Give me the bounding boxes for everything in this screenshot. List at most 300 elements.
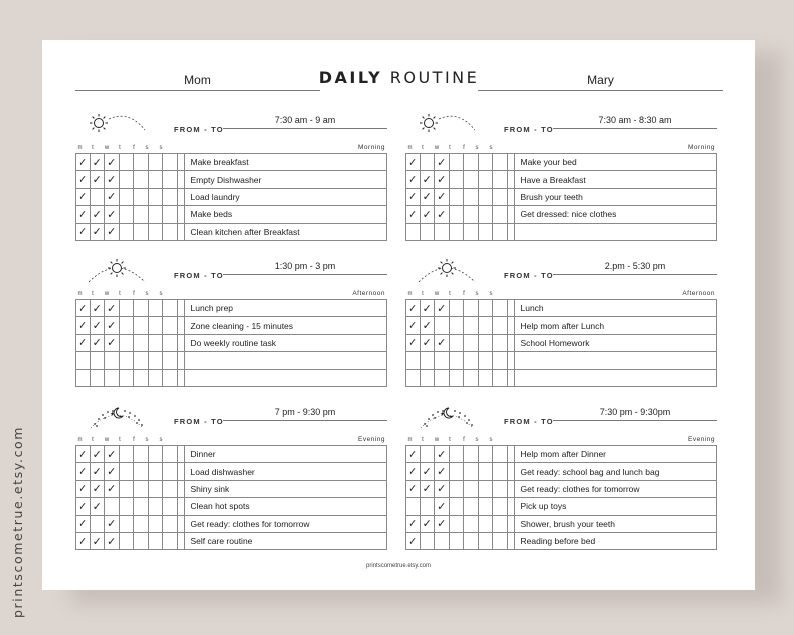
day-checkbox[interactable] — [449, 154, 464, 171]
day-checkbox[interactable] — [148, 171, 163, 188]
day-checkbox[interactable] — [449, 223, 464, 240]
day-checkbox[interactable]: ✓ — [435, 515, 450, 532]
day-checkbox[interactable]: ✓ — [435, 300, 450, 317]
day-checkbox[interactable] — [478, 463, 493, 480]
day-checkbox[interactable] — [464, 352, 479, 369]
day-checkbox[interactable] — [464, 154, 479, 171]
day-checkbox[interactable] — [163, 154, 178, 171]
sunrise-icon — [415, 112, 479, 140]
day-checkbox[interactable] — [163, 480, 178, 497]
day-checkbox[interactable] — [493, 206, 508, 223]
day-checkbox[interactable] — [134, 188, 149, 205]
task-cell[interactable]: Shower, brush your teeth — [514, 515, 717, 532]
day-checkbox[interactable]: ✓ — [105, 206, 120, 223]
task-cell[interactable]: Reading before bed — [514, 532, 717, 549]
day-checkbox[interactable]: ✓ — [76, 446, 91, 463]
day-checkbox[interactable] — [420, 369, 435, 386]
day-checkbox[interactable] — [420, 352, 435, 369]
day-checkbox[interactable] — [119, 369, 134, 386]
day-checkbox[interactable] — [134, 171, 149, 188]
day-checkbox[interactable] — [420, 446, 435, 463]
day-checkbox[interactable] — [493, 480, 508, 497]
task-cell[interactable]: Self care routine — [184, 532, 387, 549]
day-checkbox[interactable] — [464, 317, 479, 334]
day-checkbox[interactable] — [163, 300, 178, 317]
day-checkbox[interactable] — [420, 498, 435, 515]
day-checkbox[interactable]: ✓ — [76, 498, 91, 515]
task-cell[interactable]: Load dishwasher — [184, 463, 387, 480]
day-checkbox[interactable]: ✓ — [435, 334, 450, 351]
day-checkbox[interactable]: ✓ — [105, 446, 120, 463]
table-row — [406, 223, 717, 240]
day-checkbox[interactable]: ✓ — [420, 480, 435, 497]
day-checkbox[interactable] — [119, 532, 134, 549]
day-checkbox[interactable] — [493, 498, 508, 515]
day-checkbox[interactable] — [449, 515, 464, 532]
day-checkbox[interactable] — [449, 206, 464, 223]
day-checkbox[interactable] — [493, 171, 508, 188]
day-checkbox[interactable] — [449, 334, 464, 351]
task-cell[interactable] — [184, 352, 387, 369]
day-checkbox[interactable] — [478, 369, 493, 386]
day-checkbox[interactable]: ✓ — [90, 446, 105, 463]
day-checkbox[interactable]: ✓ — [76, 188, 91, 205]
time-range[interactable]: 7:30 am - 8:30 am — [553, 112, 717, 129]
day-checkbox[interactable]: ✓ — [90, 498, 105, 515]
day-checkbox[interactable] — [464, 480, 479, 497]
day-checkbox[interactable] — [435, 317, 450, 334]
day-checkbox[interactable]: ✓ — [105, 300, 120, 317]
time-range[interactable]: 7 pm - 9:30 pm — [223, 404, 387, 421]
day-checkbox[interactable] — [493, 188, 508, 205]
day-checkbox[interactable] — [119, 154, 134, 171]
day-checkbox[interactable]: ✓ — [406, 154, 421, 171]
period-label: Morning — [358, 144, 385, 151]
day-checkbox[interactable] — [464, 188, 479, 205]
day-checkbox[interactable]: ✓ — [435, 498, 450, 515]
day-checkbox[interactable]: ✓ — [105, 188, 120, 205]
day-checkbox[interactable] — [119, 188, 134, 205]
day-checkbox[interactable] — [105, 352, 120, 369]
from-to-label: FROM - TO — [504, 417, 554, 426]
day-checkbox[interactable]: ✓ — [90, 223, 105, 240]
day-checkbox[interactable] — [148, 463, 163, 480]
day-checkbox[interactable] — [464, 334, 479, 351]
day-checkbox[interactable]: ✓ — [406, 463, 421, 480]
day-checkbox[interactable] — [148, 352, 163, 369]
day-checkbox[interactable]: ✓ — [406, 532, 421, 549]
day-checkbox[interactable] — [163, 334, 178, 351]
day-checkbox[interactable]: ✓ — [420, 463, 435, 480]
day-checkbox[interactable] — [119, 498, 134, 515]
day-checkbox[interactable] — [148, 498, 163, 515]
weekday-letter: s — [145, 145, 149, 151]
day-checkbox[interactable] — [163, 171, 178, 188]
day-checkbox[interactable] — [90, 369, 105, 386]
day-checkbox[interactable] — [134, 532, 149, 549]
day-checkbox[interactable]: ✓ — [420, 300, 435, 317]
day-checkbox[interactable] — [134, 223, 149, 240]
day-checkbox[interactable]: ✓ — [105, 334, 120, 351]
day-checkbox[interactable]: ✓ — [435, 206, 450, 223]
day-checkbox[interactable]: ✓ — [90, 154, 105, 171]
day-checkbox[interactable] — [449, 188, 464, 205]
task-cell[interactable]: Make your bed — [514, 154, 717, 171]
table-row — [76, 498, 387, 515]
day-checkbox[interactable] — [449, 300, 464, 317]
day-checkbox[interactable] — [478, 171, 493, 188]
day-checkbox[interactable] — [449, 532, 464, 549]
day-checkbox[interactable]: ✓ — [76, 154, 91, 171]
day-checkbox[interactable] — [449, 317, 464, 334]
task-cell[interactable]: Load laundry — [184, 188, 387, 205]
day-checkbox[interactable] — [163, 317, 178, 334]
task-cell[interactable]: Pick up toys — [514, 498, 717, 515]
weekday-letter: m — [407, 437, 413, 443]
task-cell[interactable] — [514, 369, 717, 386]
day-checkbox[interactable]: ✓ — [90, 317, 105, 334]
day-checkbox[interactable] — [406, 223, 421, 240]
day-checkbox[interactable]: ✓ — [76, 223, 91, 240]
day-checkbox[interactable] — [478, 498, 493, 515]
day-checkbox[interactable] — [464, 369, 479, 386]
day-checkbox[interactable] — [134, 463, 149, 480]
day-checkbox[interactable] — [478, 300, 493, 317]
task-cell[interactable]: Help mom after Lunch — [514, 317, 717, 334]
day-checkbox[interactable] — [478, 223, 493, 240]
day-checkbox[interactable] — [464, 171, 479, 188]
day-checkbox[interactable] — [478, 188, 493, 205]
spacer-cell — [177, 171, 184, 188]
day-checkbox[interactable] — [464, 206, 479, 223]
day-checkbox[interactable] — [134, 300, 149, 317]
day-checkbox[interactable]: ✓ — [76, 317, 91, 334]
day-checkbox[interactable] — [406, 369, 421, 386]
day-checkbox[interactable] — [464, 223, 479, 240]
weekday-letter: t — [119, 291, 121, 297]
table-row — [76, 463, 387, 480]
moon-stars-icon — [415, 404, 479, 432]
spacer-cell — [177, 498, 184, 515]
day-checkbox[interactable]: ✓ — [420, 317, 435, 334]
day-checkbox[interactable] — [493, 317, 508, 334]
task-cell[interactable]: Make breakfast — [184, 154, 387, 171]
day-checkbox[interactable] — [134, 206, 149, 223]
day-checkbox[interactable]: ✓ — [76, 480, 91, 497]
day-checkbox[interactable] — [119, 480, 134, 497]
weekday-letter: t — [449, 291, 451, 297]
table-row — [76, 532, 387, 549]
table-row — [76, 446, 387, 463]
day-checkbox[interactable] — [478, 352, 493, 369]
time-range[interactable]: 7:30 pm - 9:30pm — [553, 404, 717, 421]
table-row — [406, 369, 717, 386]
task-cell[interactable]: Dinner — [184, 446, 387, 463]
day-checkbox[interactable] — [134, 515, 149, 532]
task-cell[interactable]: Get ready: clothes for tomorrow — [514, 480, 717, 497]
day-checkbox[interactable]: ✓ — [406, 480, 421, 497]
day-checkbox[interactable] — [148, 334, 163, 351]
spacer-cell — [507, 206, 514, 223]
day-checkbox[interactable] — [420, 154, 435, 171]
day-checkbox[interactable] — [478, 206, 493, 223]
day-checkbox[interactable]: ✓ — [435, 480, 450, 497]
watermark-text: printscometrue.etsy.com — [10, 425, 25, 618]
day-checkbox[interactable] — [148, 223, 163, 240]
day-checkbox[interactable] — [493, 515, 508, 532]
weekday-letter: s — [475, 145, 479, 151]
day-checkbox[interactable]: ✓ — [90, 300, 105, 317]
day-checkbox[interactable]: ✓ — [406, 171, 421, 188]
day-checkbox[interactable] — [148, 515, 163, 532]
day-checkbox[interactable]: ✓ — [406, 446, 421, 463]
day-checkbox[interactable] — [435, 223, 450, 240]
day-checkbox[interactable] — [406, 352, 421, 369]
day-checkbox[interactable]: ✓ — [406, 317, 421, 334]
day-checkbox[interactable] — [464, 532, 479, 549]
task-cell[interactable] — [184, 369, 387, 386]
day-checkbox[interactable]: ✓ — [420, 171, 435, 188]
day-checkbox[interactable] — [493, 352, 508, 369]
day-checkbox[interactable] — [148, 188, 163, 205]
task-cell[interactable] — [514, 223, 717, 240]
day-checkbox[interactable]: ✓ — [420, 206, 435, 223]
day-checkbox[interactable] — [119, 352, 134, 369]
day-checkbox[interactable] — [420, 223, 435, 240]
weekday-letter: s — [145, 437, 149, 443]
task-cell[interactable]: Clean hot spots — [184, 498, 387, 515]
task-cell[interactable]: Brush your teeth — [514, 188, 717, 205]
day-checkbox[interactable] — [493, 532, 508, 549]
spacer-cell — [507, 317, 514, 334]
day-checkbox[interactable] — [435, 532, 450, 549]
day-checkbox[interactable]: ✓ — [90, 206, 105, 223]
day-checkbox[interactable]: ✓ — [435, 171, 450, 188]
task-cell[interactable]: Get dressed: nice clothes — [514, 206, 717, 223]
day-checkbox[interactable]: ✓ — [76, 334, 91, 351]
day-checkbox[interactable]: ✓ — [435, 463, 450, 480]
task-cell[interactable]: Shiny sink — [184, 480, 387, 497]
day-checkbox[interactable]: ✓ — [76, 171, 91, 188]
day-checkbox[interactable]: ✓ — [90, 532, 105, 549]
day-checkbox[interactable] — [148, 154, 163, 171]
day-checkbox[interactable] — [119, 317, 134, 334]
day-checkbox[interactable] — [493, 446, 508, 463]
day-checkbox[interactable]: ✓ — [435, 188, 450, 205]
day-checkbox[interactable] — [449, 446, 464, 463]
day-checkbox[interactable] — [148, 317, 163, 334]
day-checkbox[interactable]: ✓ — [420, 188, 435, 205]
day-checkbox[interactable] — [406, 498, 421, 515]
day-checkbox[interactable] — [148, 300, 163, 317]
day-checkbox[interactable] — [148, 206, 163, 223]
day-checkbox[interactable] — [134, 352, 149, 369]
day-checkbox[interactable] — [493, 154, 508, 171]
day-checkbox[interactable]: ✓ — [420, 515, 435, 532]
day-checkbox[interactable] — [420, 532, 435, 549]
weekday-letter: s — [489, 291, 493, 297]
spacer-cell — [507, 446, 514, 463]
day-checkbox[interactable] — [163, 369, 178, 386]
task-cell[interactable]: Lunch prep — [184, 300, 387, 317]
day-checkbox[interactable] — [478, 446, 493, 463]
day-checkbox[interactable]: ✓ — [406, 206, 421, 223]
time-range[interactable]: 2.pm - 5:30 pm — [553, 258, 717, 275]
day-checkbox[interactable] — [134, 498, 149, 515]
day-checkbox[interactable]: ✓ — [76, 300, 91, 317]
day-checkbox[interactable] — [464, 515, 479, 532]
day-checkbox[interactable] — [148, 480, 163, 497]
day-checkbox[interactable] — [435, 352, 450, 369]
task-cell[interactable]: Help mom after Dinner — [514, 446, 717, 463]
day-checkbox[interactable] — [464, 463, 479, 480]
day-checkbox[interactable]: ✓ — [105, 223, 120, 240]
day-checkbox[interactable] — [148, 532, 163, 549]
day-checkbox[interactable] — [163, 352, 178, 369]
task-cell[interactable]: Empty Dishwasher — [184, 171, 387, 188]
spacer-cell — [177, 463, 184, 480]
day-checkbox[interactable]: ✓ — [90, 463, 105, 480]
day-checkbox[interactable]: ✓ — [105, 171, 120, 188]
day-checkbox[interactable] — [464, 498, 479, 515]
day-checkbox[interactable] — [493, 223, 508, 240]
day-checkbox[interactable]: ✓ — [406, 334, 421, 351]
day-checkbox[interactable] — [464, 446, 479, 463]
weekday-letter: m — [77, 437, 83, 443]
spacer-cell — [177, 317, 184, 334]
day-checkbox[interactable] — [134, 369, 149, 386]
day-checkbox[interactable]: ✓ — [406, 515, 421, 532]
day-checkbox[interactable]: ✓ — [90, 480, 105, 497]
task-cell[interactable]: Get ready: clothes for tomorrow — [184, 515, 387, 532]
day-checkbox[interactable] — [90, 188, 105, 205]
day-checkbox[interactable] — [449, 369, 464, 386]
spacer-cell — [177, 369, 184, 386]
day-checkbox[interactable] — [119, 515, 134, 532]
task-cell[interactable]: Have a Breakfast — [514, 171, 717, 188]
task-cell[interactable]: Zone cleaning - 15 minutes — [184, 317, 387, 334]
day-checkbox[interactable] — [163, 206, 178, 223]
task-cell[interactable]: Do weekly routine task — [184, 334, 387, 351]
day-checkbox[interactable] — [493, 334, 508, 351]
task-cell[interactable]: Make beds — [184, 206, 387, 223]
day-checkbox[interactable] — [478, 515, 493, 532]
day-checkbox[interactable]: ✓ — [435, 154, 450, 171]
task-cell[interactable]: Lunch — [514, 300, 717, 317]
day-checkbox[interactable] — [134, 446, 149, 463]
day-checkbox[interactable]: ✓ — [76, 463, 91, 480]
planner-sheet — [42, 40, 755, 590]
task-cell[interactable]: Get ready: school bag and lunch bag — [514, 463, 717, 480]
day-checkbox[interactable] — [493, 300, 508, 317]
day-checkbox[interactable] — [119, 171, 134, 188]
day-checkbox[interactable] — [148, 446, 163, 463]
day-checkbox[interactable]: ✓ — [90, 334, 105, 351]
weekday-letter: t — [422, 437, 424, 443]
day-checkbox[interactable]: ✓ — [105, 515, 120, 532]
day-checkbox[interactable] — [119, 334, 134, 351]
time-range[interactable]: 7:30 am - 9 am — [223, 112, 387, 129]
day-checkbox[interactable] — [119, 223, 134, 240]
day-checkbox[interactable] — [478, 480, 493, 497]
task-cell[interactable]: Clean kitchen after Breakfast — [184, 223, 387, 240]
day-checkbox[interactable] — [449, 480, 464, 497]
weekday-letter: w — [104, 437, 110, 443]
day-checkbox[interactable]: ✓ — [105, 317, 120, 334]
day-checkbox[interactable] — [163, 463, 178, 480]
table-row — [406, 515, 717, 532]
spacer-cell — [177, 223, 184, 240]
weekday-letter: w — [434, 437, 440, 443]
day-checkbox[interactable] — [449, 352, 464, 369]
day-checkbox[interactable] — [134, 480, 149, 497]
day-checkbox[interactable]: ✓ — [420, 334, 435, 351]
day-checkbox[interactable] — [478, 154, 493, 171]
day-checkbox[interactable]: ✓ — [406, 188, 421, 205]
day-checkbox[interactable] — [134, 317, 149, 334]
weekday-letter: w — [434, 291, 440, 297]
day-checkbox[interactable]: ✓ — [105, 154, 120, 171]
day-checkbox[interactable] — [105, 369, 120, 386]
day-checkbox[interactable]: ✓ — [435, 446, 450, 463]
day-checkbox[interactable] — [163, 532, 178, 549]
day-checkbox[interactable]: ✓ — [105, 463, 120, 480]
day-checkbox[interactable] — [134, 154, 149, 171]
day-checkbox[interactable] — [163, 498, 178, 515]
day-checkbox[interactable] — [163, 446, 178, 463]
day-checkbox[interactable] — [163, 223, 178, 240]
day-checkbox[interactable]: ✓ — [76, 206, 91, 223]
day-checkbox[interactable] — [478, 334, 493, 351]
day-checkbox[interactable]: ✓ — [90, 171, 105, 188]
day-checkbox[interactable] — [478, 532, 493, 549]
from-to-label: FROM - TO — [174, 271, 224, 280]
day-checkbox[interactable]: ✓ — [105, 480, 120, 497]
day-checkbox[interactable] — [90, 515, 105, 532]
table-row — [76, 515, 387, 532]
day-checkbox[interactable] — [449, 498, 464, 515]
day-checkbox[interactable] — [449, 171, 464, 188]
day-checkbox[interactable] — [119, 300, 134, 317]
task-cell[interactable]: School Homework — [514, 334, 717, 351]
time-range[interactable]: 1:30 pm - 3 pm — [223, 258, 387, 275]
routine-section-morning — [75, 112, 387, 244]
day-checkbox[interactable] — [478, 317, 493, 334]
day-checkbox[interactable] — [163, 515, 178, 532]
day-checkbox[interactable] — [119, 463, 134, 480]
day-checkbox[interactable] — [493, 369, 508, 386]
day-checkbox[interactable] — [493, 463, 508, 480]
day-checkbox[interactable]: ✓ — [76, 532, 91, 549]
day-checkbox[interactable] — [119, 206, 134, 223]
day-checkbox[interactable]: ✓ — [76, 515, 91, 532]
day-checkbox[interactable]: ✓ — [105, 532, 120, 549]
period-label: Afternoon — [682, 290, 715, 297]
day-checkbox[interactable] — [464, 300, 479, 317]
task-cell[interactable] — [514, 352, 717, 369]
day-checkbox[interactable] — [449, 463, 464, 480]
day-checkbox[interactable] — [76, 369, 91, 386]
day-checkbox[interactable] — [163, 188, 178, 205]
day-checkbox[interactable]: ✓ — [406, 300, 421, 317]
day-checkbox[interactable] — [90, 352, 105, 369]
day-checkbox[interactable] — [435, 369, 450, 386]
day-checkbox[interactable] — [148, 369, 163, 386]
day-checkbox[interactable] — [119, 446, 134, 463]
day-checkbox[interactable] — [76, 352, 91, 369]
day-checkbox[interactable] — [105, 498, 120, 515]
day-checkbox[interactable] — [134, 334, 149, 351]
